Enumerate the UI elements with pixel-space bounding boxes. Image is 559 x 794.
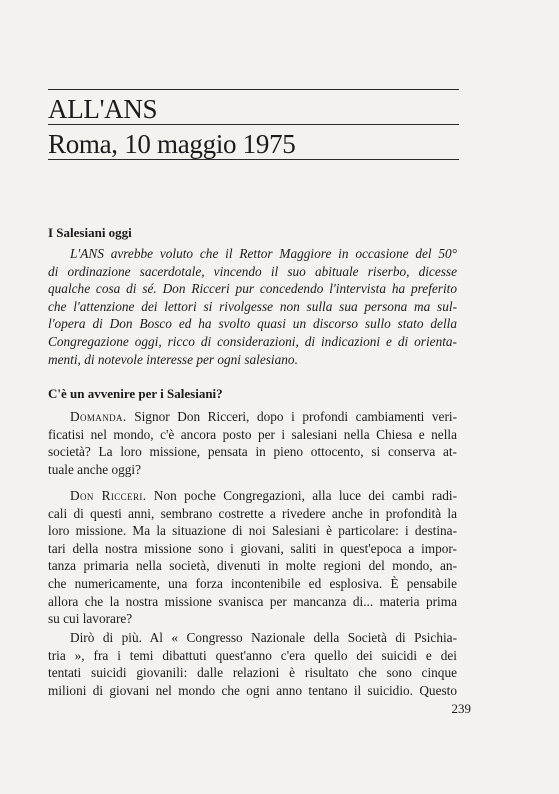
intro-line: menti, di notevole interesse per ogni salesiano. (48, 351, 298, 367)
intro-line: L'ANS avrebbe voluto che il Rettor Maggiore in occasione del 50° (70, 246, 457, 261)
question-line: società? La loro missione, pensata in pieno ottocento, si conserva at- (48, 444, 457, 460)
question-paragraph (48, 408, 457, 478)
top-rule (48, 89, 459, 90)
answer-line (48, 487, 457, 505)
intro-line: qualche cosa di sé. Don Ricceri pur concedendo l'intervista ha preferito (48, 281, 457, 297)
section-title-avvenire: C'è un avvenire per i Salesiani? (48, 386, 223, 401)
intro-line: che l'attenzione dei lettori si rivolgesse non sulla sua persona ma sul- (48, 298, 457, 314)
intro-line: di ordinazione sacerdotale, vincendo il suo abituale riserbo, dicesse (48, 263, 457, 279)
question-line: tuale anche oggi? (48, 461, 142, 477)
continuation-line: milioni di giovani nel mondo che ogni anno tentano il suicidio. Questo (48, 682, 457, 698)
answer-paragraph (48, 487, 457, 628)
answer-text: Non poche Congregazioni, alla luce dei cambi radi- (153, 488, 457, 503)
continuation-line: tria », fra i temi dibattuti quest'anno c'era quello dei suicidi e dei (48, 647, 457, 663)
intro-line: Congregazione oggi, ricco di considerazioni, di indicazioni e di orienta- (48, 333, 457, 349)
answer-line: tari della nostra missione sono i giovani, saliti in quest'epoca a impor- (48, 540, 457, 556)
question-speaker: Domanda. (70, 409, 127, 424)
question-line: ficatisi nel mondo, c'è ancora posto per i salesiani nella Chiesa e nella (48, 426, 457, 442)
answer-line: tanza primaria nella società, divenuti in molte regioni del mondo, an- (48, 558, 457, 574)
question-text: Signor Don Ricceri, dopo i profondi cambiamenti veri- (134, 409, 458, 424)
continuation-line: tentati suicidi giovanili: dalle relazioni è risultato che sono cinque (48, 665, 457, 681)
answer-line: loro missione. Ma la situazione di noi Salesiani è particolare: i destina- (48, 523, 457, 539)
title-rule (48, 124, 459, 125)
dateline: Roma, 10 maggio 1975 (48, 129, 296, 159)
answer-line: cali di questi anni, sembrano costrette a rivedere anche in profondità la (48, 505, 457, 521)
answer-speaker: Don Ricceri. (70, 488, 147, 503)
answer-line: allora che la nostra missione svanisca per mancanza di... materia prima (48, 593, 457, 609)
continuation-paragraph (48, 629, 457, 699)
document-title: ALL'ANS (48, 94, 158, 124)
section-title-salesiani-oggi: I Salesiani oggi (48, 225, 132, 240)
intro-line: l'opera di Don Bosco ed ha svolto quasi un discorso sullo stato della (48, 316, 457, 332)
intro-paragraph (48, 245, 457, 368)
answer-line: su cui lavorare? (48, 611, 133, 627)
question-line (48, 408, 457, 426)
continuation-line: Dirò di più. Al « Congresso Nazionale della Società di Psichia- (70, 630, 457, 645)
answer-line: che numericamente, una forza incontenibile ed esplosiva. È pensabile (48, 575, 457, 591)
page-number: 239 (451, 701, 471, 716)
dateline-rule (48, 159, 459, 160)
